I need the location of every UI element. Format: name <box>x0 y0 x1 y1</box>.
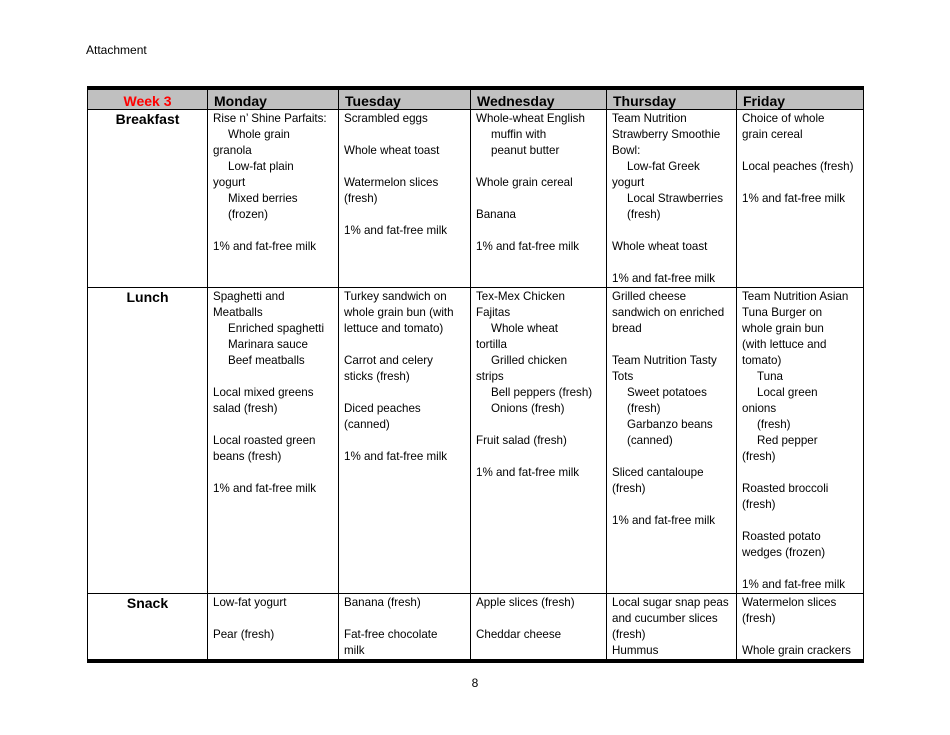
line-spacer <box>612 223 736 239</box>
menu-line: Fajitas <box>476 306 511 319</box>
menu-line: 1% and fat-free milk <box>742 192 846 205</box>
menu-line: Whole grain cereal <box>476 176 573 189</box>
menu-line: Scrambled eggs <box>344 112 428 125</box>
menu-line: Hummus <box>612 644 659 657</box>
menu-line: and cucumber slices <box>612 612 718 625</box>
line-spacer <box>476 159 606 175</box>
menu-line: Local mixed greens <box>213 386 314 399</box>
menu-line: 1% and fat-free milk <box>612 514 716 527</box>
menu-line: wedges (frozen) <box>742 546 826 559</box>
menu-line: Banana (fresh) <box>344 596 421 609</box>
menu-line: Low-fat plain <box>228 160 294 173</box>
menu-line: (fresh) <box>612 482 646 495</box>
line-spacer <box>213 465 338 481</box>
menu-line: sticks (fresh) <box>344 370 410 383</box>
menu-line: Bowl: <box>612 144 641 157</box>
menu-line: (canned) <box>344 418 390 431</box>
menu-line: Sweet potatoes <box>627 386 707 399</box>
menu-line: Turkey sandwich on <box>344 290 447 303</box>
line-spacer <box>742 513 863 529</box>
line-spacer <box>344 337 470 353</box>
line-spacer <box>344 127 470 143</box>
menu-line: granola <box>213 144 252 157</box>
meal-label-breakfast: Breakfast <box>88 110 208 288</box>
menu-line: Sliced cantaloupe <box>612 466 704 479</box>
menu-line: Local green <box>757 386 818 399</box>
menu-line: Watermelon slices <box>344 176 439 189</box>
menu-line: Team Nutrition <box>612 112 687 125</box>
menu-line: Team Nutrition Asian <box>742 290 849 303</box>
menu-line: Tuna <box>757 370 783 383</box>
menu-line: Banana <box>476 208 516 221</box>
menu-line: (canned) <box>627 434 673 447</box>
menu-line: Choice of whole <box>742 112 825 125</box>
menu-cell-lunch-friday <box>737 288 864 594</box>
menu-line: Whole wheat toast <box>344 144 440 157</box>
line-spacer <box>344 207 470 223</box>
day-header-monday: Monday <box>208 88 339 110</box>
day-header-friday: Friday <box>737 88 864 110</box>
menu-line: Cheddar cheese <box>476 628 562 641</box>
day-header-wednesday: Wednesday <box>471 88 607 110</box>
menu-line: onions <box>742 402 777 415</box>
menu-line: 1% and fat-free milk <box>612 272 716 285</box>
menu-line: 1% and fat-free milk <box>344 224 448 237</box>
menu-cell-snack-monday <box>208 594 339 662</box>
menu-cell-lunch-thursday <box>607 288 737 594</box>
line-spacer <box>476 449 606 465</box>
menu-line: (fresh) <box>757 418 791 431</box>
menu-cell-breakfast-monday <box>208 110 339 288</box>
menu-line: bread <box>612 322 642 335</box>
menu-line: (fresh) <box>344 192 378 205</box>
menu-line: Spaghetti and <box>213 290 285 303</box>
menu-cell-snack-friday <box>737 594 864 662</box>
menu-line: peanut butter <box>491 144 560 157</box>
menu-line: Fat-free chocolate <box>344 628 438 641</box>
line-spacer <box>612 449 736 465</box>
menu-line: Carrot and celery <box>344 354 433 367</box>
line-spacer <box>612 337 736 353</box>
menu-cell-lunch-tuesday <box>339 288 471 594</box>
meal-label-snack: Snack <box>88 594 208 662</box>
menu-line: beans (fresh) <box>213 450 282 463</box>
line-spacer <box>344 385 470 401</box>
menu-line: Team Nutrition Tasty <box>612 354 717 367</box>
menu-line: Pear (fresh) <box>213 628 275 641</box>
menu-line: 1% and fat-free milk <box>742 578 846 591</box>
menu-line: Onions (fresh) <box>491 402 565 415</box>
menu-line: Garbanzo beans <box>627 418 713 431</box>
day-header-tuesday: Tuesday <box>339 88 471 110</box>
line-spacer <box>742 627 863 643</box>
menu-line: (fresh) <box>612 628 646 641</box>
menu-line: Whole wheat <box>491 322 559 335</box>
menu-line: Beef meatballs <box>228 354 305 367</box>
meal-label-lunch: Lunch <box>88 288 208 594</box>
menu-line: Grilled cheese <box>612 290 687 303</box>
menu-line: Grilled chicken <box>491 354 568 367</box>
menu-line: Whole-wheat English <box>476 112 585 125</box>
menu-line: (fresh) <box>742 612 776 625</box>
menu-line: Low-fat yogurt <box>213 596 287 609</box>
line-spacer <box>344 433 470 449</box>
line-spacer <box>344 611 470 627</box>
line-spacer <box>476 191 606 207</box>
menu-cell-snack-tuesday <box>339 594 471 662</box>
week-menu-table <box>87 86 864 663</box>
menu-line: Local peaches (fresh) <box>742 160 854 173</box>
line-spacer <box>213 611 338 627</box>
menu-line: Local roasted green <box>213 434 316 447</box>
menu-cell-snack-wednesday <box>471 594 607 662</box>
line-spacer <box>742 465 863 481</box>
menu-line: Marinara sauce <box>228 338 308 351</box>
line-spacer <box>476 417 606 433</box>
menu-line: sandwich on enriched <box>612 306 725 319</box>
menu-line: Low-fat Greek <box>627 160 700 173</box>
menu-line: (fresh) <box>627 402 661 415</box>
menu-line: salad (fresh) <box>213 402 278 415</box>
menu-line: lettuce and tomato) <box>344 322 444 335</box>
line-spacer <box>742 561 863 577</box>
menu-line: muffin with <box>491 128 547 141</box>
line-spacer <box>213 369 338 385</box>
page-number: 8 <box>471 676 479 690</box>
menu-line: Tuna Burger on <box>742 306 823 319</box>
menu-line: 1% and fat-free milk <box>213 240 317 253</box>
menu-line: Red pepper <box>757 434 818 447</box>
menu-line: (fresh) <box>742 498 776 511</box>
menu-line: Whole wheat toast <box>612 240 708 253</box>
menu-line: Watermelon slices <box>742 596 837 609</box>
menu-line: yogurt <box>213 176 246 189</box>
menu-line: milk <box>344 644 365 657</box>
meal-row-lunch <box>88 288 864 594</box>
header-row <box>88 88 864 110</box>
menu-line: Whole grain crackers <box>742 644 851 657</box>
menu-line: Roasted potato <box>742 530 821 543</box>
line-spacer <box>612 497 736 513</box>
menu-line: strips <box>476 370 504 383</box>
menu-line: yogurt <box>612 176 645 189</box>
line-spacer <box>344 159 470 175</box>
menu-line: Local Strawberries <box>627 192 724 205</box>
menu-line: Apple slices (fresh) <box>476 596 575 609</box>
day-header-thursday: Thursday <box>607 88 737 110</box>
attachment-label: Attachment <box>86 43 147 57</box>
menu-cell-breakfast-tuesday <box>339 110 471 288</box>
menu-line: Meatballs <box>213 306 263 319</box>
menu-line: whole grain bun (with <box>344 306 454 319</box>
menu-line: 1% and fat-free milk <box>476 466 580 479</box>
menu-line: 1% and fat-free milk <box>344 450 448 463</box>
menu-line: Enriched spaghetti <box>228 322 325 335</box>
menu-line: (fresh) <box>742 450 776 463</box>
menu-cell-lunch-wednesday <box>471 288 607 594</box>
menu-line: Roasted broccoli <box>742 482 829 495</box>
menu-cell-breakfast-wednesday <box>471 110 607 288</box>
line-spacer <box>476 611 606 627</box>
line-spacer <box>742 143 863 159</box>
menu-line: tomato) <box>742 354 782 367</box>
meal-row-breakfast <box>88 110 864 288</box>
menu-cell-breakfast-thursday <box>607 110 737 288</box>
line-spacer <box>213 223 338 239</box>
menu-line: 1% and fat-free milk <box>213 482 317 495</box>
menu-line: grain cereal <box>742 128 803 141</box>
menu-line: tortilla <box>476 338 507 351</box>
menu-cell-lunch-monday <box>208 288 339 594</box>
menu-line: Tex-Mex Chicken <box>476 290 565 303</box>
menu-line: Rise n’ Shine Parfaits: <box>213 112 327 125</box>
menu-line: whole grain bun <box>742 322 824 335</box>
line-spacer <box>742 175 863 191</box>
menu-line: Strawberry Smoothie <box>612 128 721 141</box>
menu-line: (fresh) <box>627 208 661 221</box>
menu-line: Local sugar snap peas <box>612 596 729 609</box>
line-spacer <box>476 223 606 239</box>
menu-line: Tots <box>612 370 634 383</box>
line-spacer <box>213 417 338 433</box>
menu-line: Mixed berries <box>228 192 298 205</box>
menu-cell-snack-thursday <box>607 594 737 662</box>
menu-line: (frozen) <box>228 208 268 221</box>
line-spacer <box>612 255 736 271</box>
menu-cell-breakfast-friday <box>737 110 864 288</box>
meal-row-snack <box>88 594 864 662</box>
menu-line: Bell peppers (fresh) <box>491 386 593 399</box>
menu-line: (with lettuce and <box>742 338 827 351</box>
menu-line: Diced peaches <box>344 402 421 415</box>
menu-line: Whole grain <box>228 128 290 141</box>
menu-line: 1% and fat-free milk <box>476 240 580 253</box>
week-label: Week 3 <box>88 88 208 110</box>
menu-line: Fruit salad (fresh) <box>476 434 567 447</box>
